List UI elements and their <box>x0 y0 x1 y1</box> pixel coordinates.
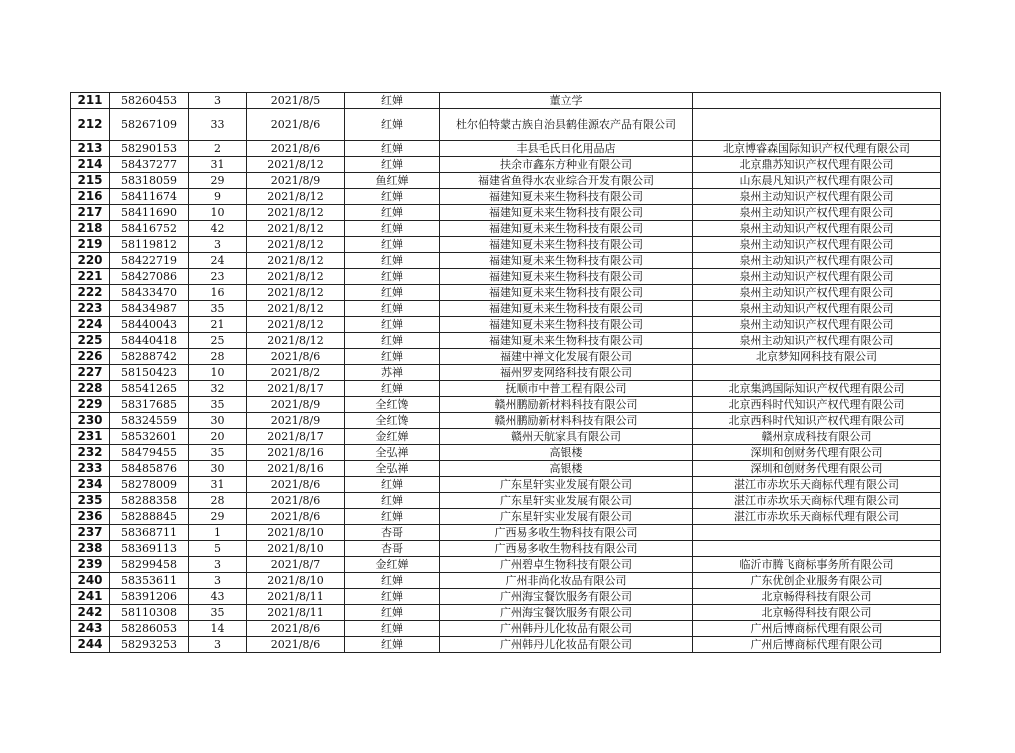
class-number: 1 <box>189 525 247 541</box>
application-date: 2021/8/5 <box>247 93 345 109</box>
application-date: 2021/8/7 <box>247 557 345 573</box>
table-row <box>71 141 941 157</box>
application-date: 2021/8/6 <box>247 349 345 365</box>
registration-number: 58353611 <box>110 573 189 589</box>
class-number: 33 <box>189 109 247 141</box>
trademark-name: 红婵 <box>345 573 440 589</box>
agent-name: 山东晨凡知识产权代理有限公司 <box>693 173 941 189</box>
row-number: 242 <box>71 605 110 621</box>
table-body <box>71 93 941 653</box>
application-date: 2021/8/17 <box>247 429 345 445</box>
agent-name: 深圳和创财务代理有限公司 <box>693 461 941 477</box>
table-row <box>71 493 941 509</box>
trademark-name: 全红馋 <box>345 397 440 413</box>
registration-number: 58434987 <box>110 301 189 317</box>
row-number: 223 <box>71 301 110 317</box>
registration-number: 58422719 <box>110 253 189 269</box>
registration-number: 58286053 <box>110 621 189 637</box>
row-number: 232 <box>71 445 110 461</box>
row-number: 218 <box>71 221 110 237</box>
class-number: 42 <box>189 221 247 237</box>
registration-number: 58391206 <box>110 589 189 605</box>
application-date: 2021/8/6 <box>247 493 345 509</box>
registration-number: 58317685 <box>110 397 189 413</box>
class-number: 10 <box>189 205 247 221</box>
class-number: 25 <box>189 333 247 349</box>
application-date: 2021/8/12 <box>247 285 345 301</box>
application-date: 2021/8/12 <box>247 301 345 317</box>
application-date: 2021/8/10 <box>247 541 345 557</box>
agent-name: 泉州主动知识产权代理有限公司 <box>693 237 941 253</box>
table-row <box>71 189 941 205</box>
table-row <box>71 605 941 621</box>
application-date: 2021/8/16 <box>247 461 345 477</box>
trademark-name: 全弘禅 <box>345 461 440 477</box>
trademark-name: 杏哥 <box>345 525 440 541</box>
agent-name: 北京集鸿国际知识产权代理有限公司 <box>693 381 941 397</box>
table-row <box>71 365 941 381</box>
row-number: 244 <box>71 637 110 653</box>
applicant-name: 扶余市鑫东方种业有限公司 <box>440 157 693 173</box>
registration-number: 58416752 <box>110 221 189 237</box>
table-row <box>71 173 941 189</box>
applicant-name: 福建知夏未来生物科技有限公司 <box>440 189 693 205</box>
class-number: 31 <box>189 157 247 173</box>
registration-number: 58267109 <box>110 109 189 141</box>
table-row <box>71 397 941 413</box>
class-number: 28 <box>189 493 247 509</box>
row-number: 229 <box>71 397 110 413</box>
registration-number: 58532601 <box>110 429 189 445</box>
table-row <box>71 253 941 269</box>
application-date: 2021/8/6 <box>247 109 345 141</box>
row-number: 240 <box>71 573 110 589</box>
application-date: 2021/8/12 <box>247 205 345 221</box>
applicant-name: 杜尔伯特蒙古族自治县鹤佳源农产品有限公司 <box>440 109 693 141</box>
application-date: 2021/8/2 <box>247 365 345 381</box>
applicant-name: 广州韩丹儿化妆品有限公司 <box>440 637 693 653</box>
agent-name: 泉州主动知识产权代理有限公司 <box>693 253 941 269</box>
trademark-table <box>70 92 941 653</box>
applicant-name: 广西易多收生物科技有限公司 <box>440 525 693 541</box>
trademark-name: 全红馋 <box>345 413 440 429</box>
agent-name: 湛江市赤坎乐天商标代理有限公司 <box>693 509 941 525</box>
applicant-name: 广西易多收生物科技有限公司 <box>440 541 693 557</box>
application-date: 2021/8/6 <box>247 621 345 637</box>
table-row <box>71 477 941 493</box>
registration-number: 58290153 <box>110 141 189 157</box>
class-number: 2 <box>189 141 247 157</box>
applicant-name: 广州海宝餐饮服务有限公司 <box>440 605 693 621</box>
class-number: 3 <box>189 557 247 573</box>
row-number: 230 <box>71 413 110 429</box>
table-row <box>71 413 941 429</box>
class-number: 24 <box>189 253 247 269</box>
row-number: 211 <box>71 93 110 109</box>
trademark-name: 红婵 <box>345 605 440 621</box>
agent-name: 泉州主动知识产权代理有限公司 <box>693 333 941 349</box>
agent-name: 北京鼎苏知识产权代理有限公司 <box>693 157 941 173</box>
trademark-name: 红婵 <box>345 93 440 109</box>
class-number: 9 <box>189 189 247 205</box>
agent-name <box>693 109 941 141</box>
agent-name: 北京畅得科技有限公司 <box>693 589 941 605</box>
agent-name <box>693 525 941 541</box>
applicant-name: 赣州天航家具有限公司 <box>440 429 693 445</box>
agent-name: 北京畅得科技有限公司 <box>693 605 941 621</box>
table-row <box>71 589 941 605</box>
registration-number: 58293253 <box>110 637 189 653</box>
table-row <box>71 285 941 301</box>
row-number: 222 <box>71 285 110 301</box>
row-number: 217 <box>71 205 110 221</box>
applicant-name: 董立学 <box>440 93 693 109</box>
agent-name: 湛江市赤坎乐天商标代理有限公司 <box>693 493 941 509</box>
table-row <box>71 93 941 109</box>
applicant-name: 福建知夏未来生物科技有限公司 <box>440 269 693 285</box>
row-number: 219 <box>71 237 110 253</box>
table-row <box>71 621 941 637</box>
application-date: 2021/8/6 <box>247 637 345 653</box>
class-number: 21 <box>189 317 247 333</box>
table-row <box>71 317 941 333</box>
registration-number: 58288742 <box>110 349 189 365</box>
agent-name: 湛江市赤坎乐天商标代理有限公司 <box>693 477 941 493</box>
applicant-name: 广东星轩实业发展有限公司 <box>440 493 693 509</box>
trademark-name: 红婵 <box>345 285 440 301</box>
row-number: 233 <box>71 461 110 477</box>
agent-name: 泉州主动知识产权代理有限公司 <box>693 269 941 285</box>
application-date: 2021/8/12 <box>247 333 345 349</box>
class-number: 35 <box>189 301 247 317</box>
trademark-name: 红婵 <box>345 205 440 221</box>
registration-number: 58288845 <box>110 509 189 525</box>
applicant-name: 赣州鹏励新材料科技有限公司 <box>440 413 693 429</box>
registration-number: 58318059 <box>110 173 189 189</box>
class-number: 35 <box>189 605 247 621</box>
agent-name <box>693 365 941 381</box>
applicant-name: 福建知夏未来生物科技有限公司 <box>440 301 693 317</box>
row-number: 243 <box>71 621 110 637</box>
agent-name <box>693 541 941 557</box>
agent-name: 泉州主动知识产权代理有限公司 <box>693 221 941 237</box>
application-date: 2021/8/12 <box>247 269 345 285</box>
registration-number: 58479455 <box>110 445 189 461</box>
applicant-name: 福建知夏未来生物科技有限公司 <box>440 205 693 221</box>
table-row <box>71 157 941 173</box>
trademark-name: 红婵 <box>345 509 440 525</box>
trademark-name: 红婵 <box>345 621 440 637</box>
table-row <box>71 541 941 557</box>
row-number: 238 <box>71 541 110 557</box>
trademark-name: 红婵 <box>345 637 440 653</box>
applicant-name: 福建知夏未来生物科技有限公司 <box>440 333 693 349</box>
trademark-name: 红婵 <box>345 189 440 205</box>
class-number: 35 <box>189 397 247 413</box>
trademark-name: 红婵 <box>345 317 440 333</box>
trademark-name: 苏禅 <box>345 365 440 381</box>
trademark-name: 红婵 <box>345 349 440 365</box>
applicant-name: 福建省鱼得水农业综合开发有限公司 <box>440 173 693 189</box>
registration-number: 58411674 <box>110 189 189 205</box>
application-date: 2021/8/6 <box>247 509 345 525</box>
application-date: 2021/8/11 <box>247 605 345 621</box>
application-date: 2021/8/16 <box>247 445 345 461</box>
application-date: 2021/8/9 <box>247 173 345 189</box>
application-date: 2021/8/12 <box>247 317 345 333</box>
agent-name: 泉州主动知识产权代理有限公司 <box>693 285 941 301</box>
table-row <box>71 205 941 221</box>
application-date: 2021/8/10 <box>247 573 345 589</box>
class-number: 23 <box>189 269 247 285</box>
class-number: 30 <box>189 413 247 429</box>
registration-number: 58369113 <box>110 541 189 557</box>
registration-number: 58299458 <box>110 557 189 573</box>
trademark-name: 红婵 <box>345 269 440 285</box>
agent-name: 深圳和创财务代理有限公司 <box>693 445 941 461</box>
trademark-name: 红婵 <box>345 333 440 349</box>
applicant-name: 广州非尚化妆品有限公司 <box>440 573 693 589</box>
registration-number: 58440418 <box>110 333 189 349</box>
table-row <box>71 221 941 237</box>
class-number: 3 <box>189 637 247 653</box>
class-number: 32 <box>189 381 247 397</box>
registration-number: 58485876 <box>110 461 189 477</box>
trademark-name: 全弘禅 <box>345 445 440 461</box>
trademark-name: 红婵 <box>345 237 440 253</box>
class-number: 3 <box>189 93 247 109</box>
row-number: 221 <box>71 269 110 285</box>
application-date: 2021/8/17 <box>247 381 345 397</box>
table-row <box>71 557 941 573</box>
agent-name: 泉州主动知识产权代理有限公司 <box>693 317 941 333</box>
row-number: 234 <box>71 477 110 493</box>
row-number: 236 <box>71 509 110 525</box>
application-date: 2021/8/6 <box>247 141 345 157</box>
applicant-name: 高银楼 <box>440 461 693 477</box>
table-row <box>71 525 941 541</box>
applicant-name: 福建中禅文化发展有限公司 <box>440 349 693 365</box>
applicant-name: 广州海宝餐饮服务有限公司 <box>440 589 693 605</box>
registration-number: 58433470 <box>110 285 189 301</box>
registration-number: 58110308 <box>110 605 189 621</box>
class-number: 43 <box>189 589 247 605</box>
applicant-name: 福州罗麦网络科技有限公司 <box>440 365 693 381</box>
applicant-name: 广州韩丹儿化妆品有限公司 <box>440 621 693 637</box>
registration-number: 58278009 <box>110 477 189 493</box>
trademark-name: 金红婵 <box>345 557 440 573</box>
registration-number: 58541265 <box>110 381 189 397</box>
table-row <box>71 637 941 653</box>
application-date: 2021/8/6 <box>247 477 345 493</box>
applicant-name: 福建知夏未来生物科技有限公司 <box>440 317 693 333</box>
table-row <box>71 381 941 397</box>
applicant-name: 广州碧卓生物科技有限公司 <box>440 557 693 573</box>
table-row <box>71 349 941 365</box>
table-row <box>71 269 941 285</box>
application-date: 2021/8/12 <box>247 189 345 205</box>
agent-name: 临沂市腾飞商标事务所有限公司 <box>693 557 941 573</box>
registration-number: 58119812 <box>110 237 189 253</box>
row-number: 225 <box>71 333 110 349</box>
registration-number: 58440043 <box>110 317 189 333</box>
table-row <box>71 509 941 525</box>
class-number: 29 <box>189 173 247 189</box>
row-number: 227 <box>71 365 110 381</box>
registration-number: 58150423 <box>110 365 189 381</box>
agent-name: 泉州主动知识产权代理有限公司 <box>693 301 941 317</box>
applicant-name: 赣州鹏励新材料科技有限公司 <box>440 397 693 413</box>
application-date: 2021/8/9 <box>247 413 345 429</box>
trademark-name: 金红婵 <box>345 429 440 445</box>
row-number: 214 <box>71 157 110 173</box>
trademark-name: 红婵 <box>345 381 440 397</box>
agent-name: 广州后博商标代理有限公司 <box>693 621 941 637</box>
application-date: 2021/8/10 <box>247 525 345 541</box>
application-date: 2021/8/11 <box>247 589 345 605</box>
trademark-name: 鱼红婵 <box>345 173 440 189</box>
table-row <box>71 237 941 253</box>
applicant-name: 福建知夏未来生物科技有限公司 <box>440 253 693 269</box>
class-number: 30 <box>189 461 247 477</box>
trademark-name: 红婵 <box>345 141 440 157</box>
trademark-name: 红婵 <box>345 157 440 173</box>
row-number: 241 <box>71 589 110 605</box>
row-number: 235 <box>71 493 110 509</box>
table-row <box>71 445 941 461</box>
trademark-name: 红婵 <box>345 301 440 317</box>
agent-name: 泉州主动知识产权代理有限公司 <box>693 189 941 205</box>
applicant-name: 福建知夏未来生物科技有限公司 <box>440 237 693 253</box>
row-number: 212 <box>71 109 110 141</box>
class-number: 16 <box>189 285 247 301</box>
applicant-name: 广东星轩实业发展有限公司 <box>440 477 693 493</box>
applicant-name: 福建知夏未来生物科技有限公司 <box>440 221 693 237</box>
trademark-name: 红婵 <box>345 253 440 269</box>
row-number: 239 <box>71 557 110 573</box>
applicant-name: 抚顺市中普工程有限公司 <box>440 381 693 397</box>
table-row <box>71 461 941 477</box>
agent-name: 广东优创企业服务有限公司 <box>693 573 941 589</box>
table-row <box>71 109 941 141</box>
table-row <box>71 301 941 317</box>
row-number: 213 <box>71 141 110 157</box>
class-number: 10 <box>189 365 247 381</box>
class-number: 5 <box>189 541 247 557</box>
registration-number: 58324559 <box>110 413 189 429</box>
row-number: 216 <box>71 189 110 205</box>
class-number: 31 <box>189 477 247 493</box>
registration-number: 58411690 <box>110 205 189 221</box>
agent-name: 北京博睿森国际知识产权代理有限公司 <box>693 141 941 157</box>
trademark-table-page <box>70 92 940 653</box>
row-number: 220 <box>71 253 110 269</box>
class-number: 35 <box>189 445 247 461</box>
class-number: 3 <box>189 573 247 589</box>
row-number: 228 <box>71 381 110 397</box>
table-row <box>71 573 941 589</box>
class-number: 28 <box>189 349 247 365</box>
row-number: 224 <box>71 317 110 333</box>
table-row <box>71 429 941 445</box>
applicant-name: 广东星轩实业发展有限公司 <box>440 509 693 525</box>
registration-number: 58427086 <box>110 269 189 285</box>
registration-number: 58368711 <box>110 525 189 541</box>
class-number: 3 <box>189 237 247 253</box>
table-row <box>71 333 941 349</box>
trademark-name: 红婵 <box>345 493 440 509</box>
class-number: 14 <box>189 621 247 637</box>
trademark-name: 杏哥 <box>345 541 440 557</box>
trademark-name: 红婵 <box>345 477 440 493</box>
applicant-name: 丰县毛氏日化用品店 <box>440 141 693 157</box>
class-number: 20 <box>189 429 247 445</box>
agent-name: 北京西科时代知识产权代理有限公司 <box>693 397 941 413</box>
agent-name: 北京梦知网科技有限公司 <box>693 349 941 365</box>
row-number: 226 <box>71 349 110 365</box>
application-date: 2021/8/12 <box>247 221 345 237</box>
applicant-name: 高银楼 <box>440 445 693 461</box>
agent-name: 泉州主动知识产权代理有限公司 <box>693 205 941 221</box>
applicant-name: 福建知夏未来生物科技有限公司 <box>440 285 693 301</box>
class-number: 29 <box>189 509 247 525</box>
trademark-name: 红婵 <box>345 221 440 237</box>
agent-name: 赣州京成科技有限公司 <box>693 429 941 445</box>
application-date: 2021/8/12 <box>247 253 345 269</box>
registration-number: 58437277 <box>110 157 189 173</box>
row-number: 231 <box>71 429 110 445</box>
row-number: 215 <box>71 173 110 189</box>
agent-name <box>693 93 941 109</box>
row-number: 237 <box>71 525 110 541</box>
registration-number: 58288358 <box>110 493 189 509</box>
agent-name: 广州后博商标代理有限公司 <box>693 637 941 653</box>
application-date: 2021/8/12 <box>247 237 345 253</box>
application-date: 2021/8/12 <box>247 157 345 173</box>
trademark-name: 红婵 <box>345 109 440 141</box>
trademark-name: 红婵 <box>345 589 440 605</box>
application-date: 2021/8/9 <box>247 397 345 413</box>
agent-name: 北京西科时代知识产权代理有限公司 <box>693 413 941 429</box>
registration-number: 58260453 <box>110 93 189 109</box>
